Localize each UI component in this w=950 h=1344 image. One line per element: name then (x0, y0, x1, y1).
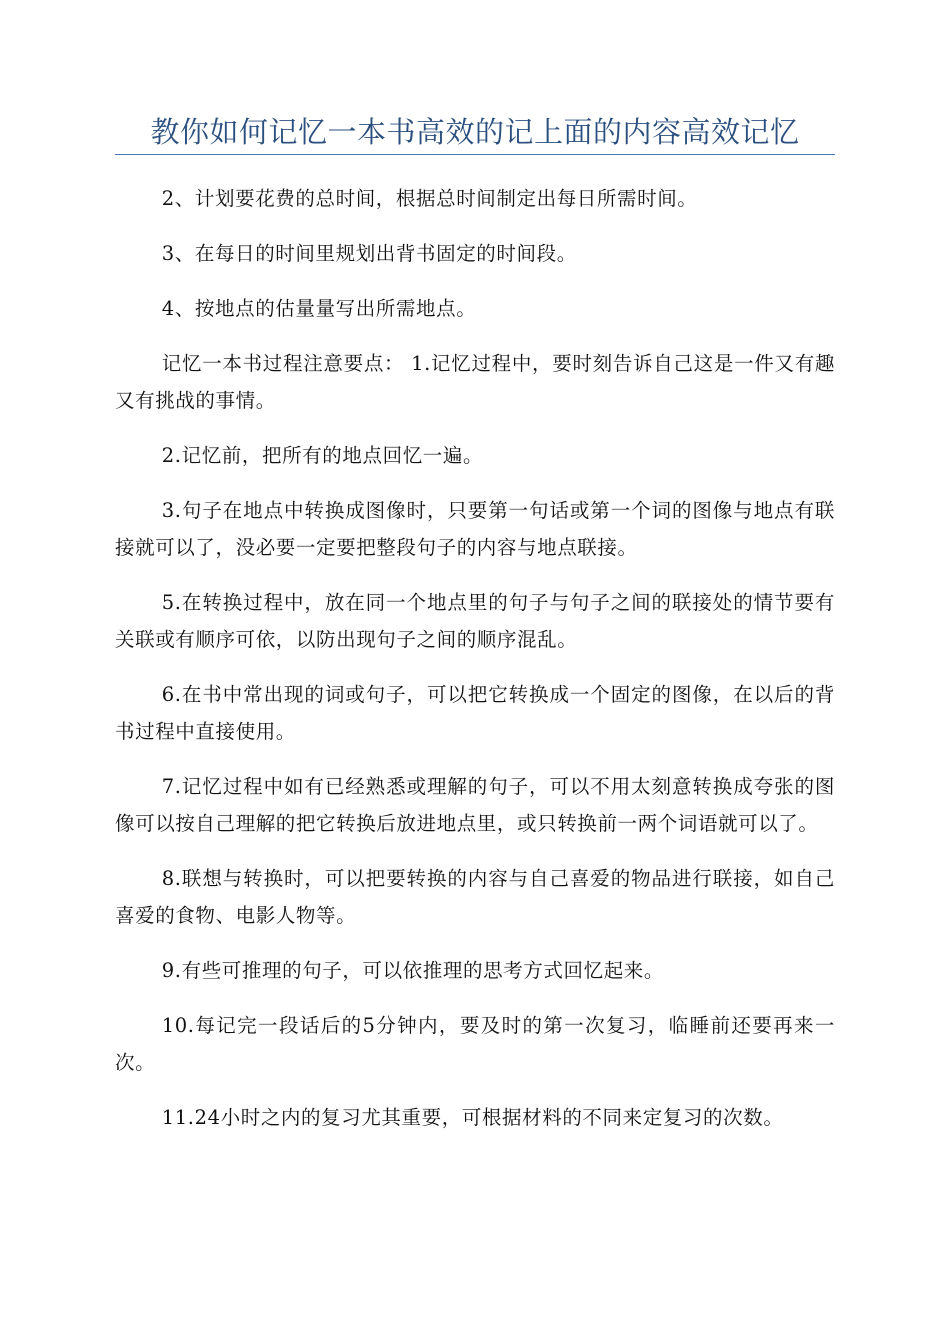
paragraph: 2.记忆前，把所有的地点回忆一遍。 (161, 444, 484, 467)
paragraph: 4、按地点的估量量写出所需地点。 (161, 297, 477, 320)
paragraph: 3、在每日的时间里规划出背书固定的时间段。 (161, 242, 577, 265)
paragraph: 11.24小时之内的复习尤其重要，可根据材料的不同来定复习的次数。 (161, 1106, 784, 1129)
title-underline (115, 154, 835, 155)
paragraph: 8.联想与转换时，可以把要转换的内容与自己喜爱的物品进行联接，如自己喜爱的食物、电影人物等。 (115, 867, 835, 927)
paragraph: 9.有些可推理的句子，可以依推理的思考方式回忆起来。 (161, 959, 665, 982)
paragraph: 7.记忆过程中如有已经熟悉或理解的句子，可以不用太刻意转换成夸张的图像可以按自己理解的把它转换后放进地点里，或只转换前一两个词语就可以了。 (115, 775, 835, 835)
paragraph: 5.在转换过程中，放在同一个地点里的句子与句子之间的联接处的情节要有关联或有顺序可依，以防出现句子之间的顺序混乱。 (115, 591, 835, 651)
paragraph: 记忆一本书过程注意要点： 1.记忆过程中，要时刻告诉自己这是一件又有趣又有挑战的事情。 (115, 352, 835, 412)
paragraph: 10.每记完一段话后的5分钟内，要及时的第一次复习，临睡前还要再来一次。 (115, 1014, 835, 1074)
document-body (115, 180, 835, 1154)
paragraph: 3.句子在地点中转换成图像时，只要第一句话或第一个词的图像与地点有联接就可以了，没必要一定要把整段句子的内容与地点联接。 (115, 499, 835, 559)
paragraph: 2、计划要花费的总时间，根据总时间制定出每日所需时间。 (161, 187, 698, 210)
page-title: 教你如何记忆一本书高效的记上面的内容高效记忆 (150, 115, 800, 149)
paragraph: 6.在书中常出现的词或句子，可以把它转换成一个固定的图像，在以后的背书过程中直接使用。 (115, 683, 835, 743)
